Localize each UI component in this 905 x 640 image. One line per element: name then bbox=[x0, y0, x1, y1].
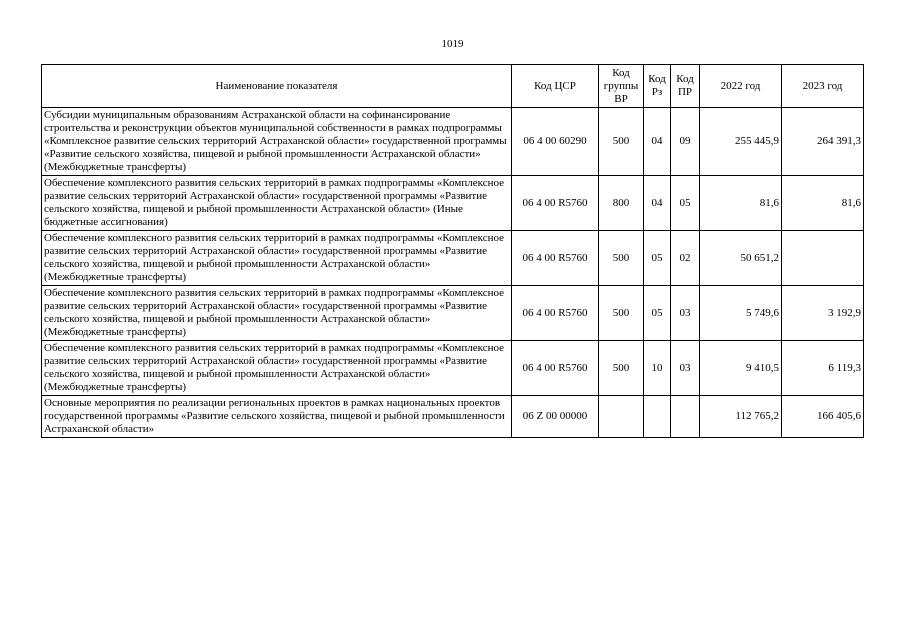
header-rz: Код Рз bbox=[644, 65, 671, 108]
row-pr: 02 bbox=[671, 231, 700, 286]
row-pr: 03 bbox=[671, 341, 700, 396]
row-2023: 6 119,3 bbox=[782, 341, 864, 396]
row-name: Обеспечение комплексного развития сельских территорий в рамках подпрограммы «Комплексное развитие сельских территорий Астраханской области» государственной программы «Развитие сельского хозяйства, пищевой и рыбной промышленности Астраханской области» (Межбюджетные трансферты) bbox=[42, 286, 512, 341]
row-2023: 264 391,3 bbox=[782, 108, 864, 176]
row-2022: 255 445,9 bbox=[700, 108, 782, 176]
row-rz bbox=[644, 396, 671, 438]
row-csr: 06 Z 00 00000 bbox=[512, 396, 599, 438]
row-vr: 500 bbox=[599, 341, 644, 396]
row-rz: 05 bbox=[644, 286, 671, 341]
table-row bbox=[42, 341, 864, 396]
row-vr: 500 bbox=[599, 108, 644, 176]
table-row bbox=[42, 286, 864, 341]
row-csr: 06 4 00 60290 bbox=[512, 108, 599, 176]
row-pr: 03 bbox=[671, 286, 700, 341]
row-vr bbox=[599, 396, 644, 438]
row-2022: 9 410,5 bbox=[700, 341, 782, 396]
table-row bbox=[42, 108, 864, 176]
row-2023: 166 405,6 bbox=[782, 396, 864, 438]
row-csr: 06 4 00 R5760 bbox=[512, 231, 599, 286]
header-vr: Код группы ВР bbox=[599, 65, 644, 108]
row-pr: 09 bbox=[671, 108, 700, 176]
row-name: Обеспечение комплексного развития сельских территорий в рамках подпрограммы «Комплексное развитие сельских территорий Астраханской области» государственной программы «Развитие сельского хозяйства, пищевой и рыбной промышленности Астраханской области» (Межбюджетные трансферты) bbox=[42, 341, 512, 396]
table-row bbox=[42, 396, 864, 438]
row-2023 bbox=[782, 231, 864, 286]
header-csr: Код ЦСР bbox=[512, 65, 599, 108]
row-rz: 10 bbox=[644, 341, 671, 396]
row-rz: 04 bbox=[644, 108, 671, 176]
row-2022: 112 765,2 bbox=[700, 396, 782, 438]
table-header-row bbox=[42, 65, 864, 108]
row-2023: 3 192,9 bbox=[782, 286, 864, 341]
row-pr bbox=[671, 396, 700, 438]
header-name: Наименование показателя bbox=[42, 65, 512, 108]
budget-table bbox=[41, 64, 864, 438]
row-csr: 06 4 00 R5760 bbox=[512, 286, 599, 341]
row-csr: 06 4 00 R5760 bbox=[512, 176, 599, 231]
header-2022: 2022 год bbox=[700, 65, 782, 108]
row-name: Субсидии муниципальным образованиям Астраханской области на софинансирование строительства и реконструкции объектов муниципальной собственности в рамках подпрограммы «Комплексное развитие сельских территорий Астраханской области» государственной программы «Развитие сельского хозяйства, пищевой и рыбной промышленности Астраханской области» (Межбюджетные трансферты) bbox=[42, 108, 512, 176]
row-2023: 81,6 bbox=[782, 176, 864, 231]
row-csr: 06 4 00 R5760 bbox=[512, 341, 599, 396]
row-pr: 05 bbox=[671, 176, 700, 231]
table-row bbox=[42, 231, 864, 286]
row-rz: 05 bbox=[644, 231, 671, 286]
row-name: Обеспечение комплексного развития сельских территорий в рамках подпрограммы «Комплексное развитие сельских территорий Астраханской области» государственной программы «Развитие сельского хозяйства, пищевой и рыбной промышленности Астраханской области» (Межбюджетные трансферты) bbox=[42, 231, 512, 286]
row-vr: 500 bbox=[599, 231, 644, 286]
table-row bbox=[42, 176, 864, 231]
row-2022: 50 651,2 bbox=[700, 231, 782, 286]
page-number: 1019 bbox=[441, 38, 464, 50]
row-vr: 800 bbox=[599, 176, 644, 231]
row-2022: 81,6 bbox=[700, 176, 782, 231]
header-2023: 2023 год bbox=[782, 65, 864, 108]
row-2022: 5 749,6 bbox=[700, 286, 782, 341]
row-name: Основные мероприятия по реализации региональных проектов в рамках национальных проектов государственной программы «Развитие сельского хозяйства, пищевой и рыбной промышленности Астраханской области» bbox=[42, 396, 512, 438]
row-name: Обеспечение комплексного развития сельских территорий в рамках подпрограммы «Комплексное развитие сельских территорий Астраханской области» государственной программы «Развитие сельского хозяйства, пищевой и рыбной промышленности Астраханской области» (Иные бюджетные ассигнования) bbox=[42, 176, 512, 231]
header-pr: Код ПР bbox=[671, 65, 700, 108]
row-rz: 04 bbox=[644, 176, 671, 231]
row-vr: 500 bbox=[599, 286, 644, 341]
